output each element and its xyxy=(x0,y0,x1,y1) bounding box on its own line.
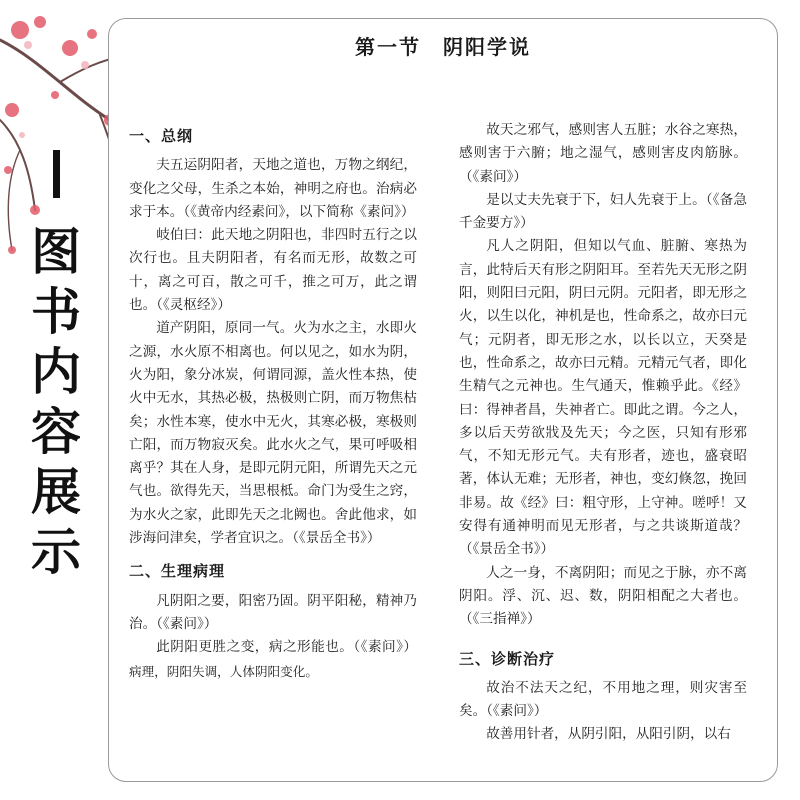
right-column xyxy=(459,119,747,747)
side-label xyxy=(26,150,86,582)
page-title: 第一节 阴阳学说 xyxy=(355,35,531,59)
left-column xyxy=(129,119,417,684)
paragraph: 夫五运阴阳者，天地之道也，万物之纲纪，变化之父母，生杀之本始，神明之府也。治病必求于本。（《黄帝内经素问》，以下简称《素问》） xyxy=(129,157,417,220)
side-label-char: 图 xyxy=(31,223,81,281)
paragraph xyxy=(129,636,417,684)
paragraph: 故治不法天之纪，不用地之理，则灾害至矣。（《素问》） xyxy=(459,679,747,720)
side-label-dash xyxy=(53,150,60,198)
paragraph: 故善用针者，从阴引阳，从阳引阴，以右 xyxy=(486,726,731,743)
paragraph: 是以丈夫先衰于下，妇人先衰于上。（《备急千金要方》） xyxy=(459,191,747,232)
side-label-char: 书 xyxy=(31,283,81,341)
paragraph-note: 病理，阴阳失调，人体阴阳变化。 xyxy=(129,663,318,679)
paragraph: 凡阴阳之要，阳密乃固。阴平阳秘，精神乃治。（《素问》） xyxy=(129,592,417,632)
section-heading: 三、诊断治疗 xyxy=(459,649,556,668)
section-heading: 一、总纲 xyxy=(129,127,194,145)
side-label-char: 示 xyxy=(31,523,81,581)
paragraph-text: 此阴阳更胜之变，病之形能也。（《素问》） xyxy=(156,639,417,656)
side-label-char: 展 xyxy=(31,463,81,521)
paragraph: 道产阴阳，原同一气。火为水之主，水即火之源，水火原不相离也。何以见之，如水为阴，火为阳，象分冰炭，何谓同源，盖火性本热，使火中无水，其热必极，热极则亡阴，而万物焦枯矣；水性本寒，使水中无火，其寒必极，寒极则亡阳，而万物寂灭矣。此水火之气，果可呼吸相离乎？其在人身，是即元阴元阳，所谓先天之元气也。欲得先天，当思根柢。命门为受生之窍，为水火之家，此即先天之北阙也。舍此他求，如涉海问津矣，学者宜识之。（《景岳全书》） xyxy=(129,320,417,547)
side-label-char: 内 xyxy=(31,343,81,401)
section-heading: 二、生理病理 xyxy=(129,562,226,581)
paragraph: 凡人之阴阳，但知以气血、脏腑、寒热为言，此特后天有形之阴阳耳。至若先天无形之阴阳，则阳曰元阳，阴曰元阴。元阳者，即无形之火，以生以化，神机是也，性命系之，故亦曰元气；元阴者，即无形之水，以长以立，天癸是也，性命系之，故亦曰元精。元精元气者，即化生精气之元神也。生气通天，惟赖乎此。《经》曰：得神者昌，失神者亡。即此之谓。今之人，多以后天劳欲戕及先天；今之医，只知有形邪气，不知无形元气。夫有形者，迹也，盛衰昭著，体认无难；无形者，神也，变幻倏忽，挽回非易。故《经》曰：粗守形，上守神。嗟呼！又安得有通神明而见无形者，与之共谈斯道哉？（《景岳全书》） xyxy=(459,238,747,558)
paragraph: 人之一身，不离阴阳；而见之于脉，亦不离阴阳。浮、沉、迟、数，阴阳相配之大者也。（《三指禅》） xyxy=(459,564,747,628)
paragraph: 故天之邪气，感则害人五脏；水谷之寒热，感则害于六腑；地之湿气，感则害皮肉筋脉。（《素问》） xyxy=(459,122,747,185)
side-label-char: 容 xyxy=(31,403,81,461)
paragraph: 岐伯曰：此天地之阴阳也，非四时五行之以次行也。且夫阴阳者，有名而无形，故数之可十，离之可百，散之可千，推之可万，此之谓也。（《灵枢经》） xyxy=(129,227,417,314)
book-page xyxy=(108,18,778,782)
